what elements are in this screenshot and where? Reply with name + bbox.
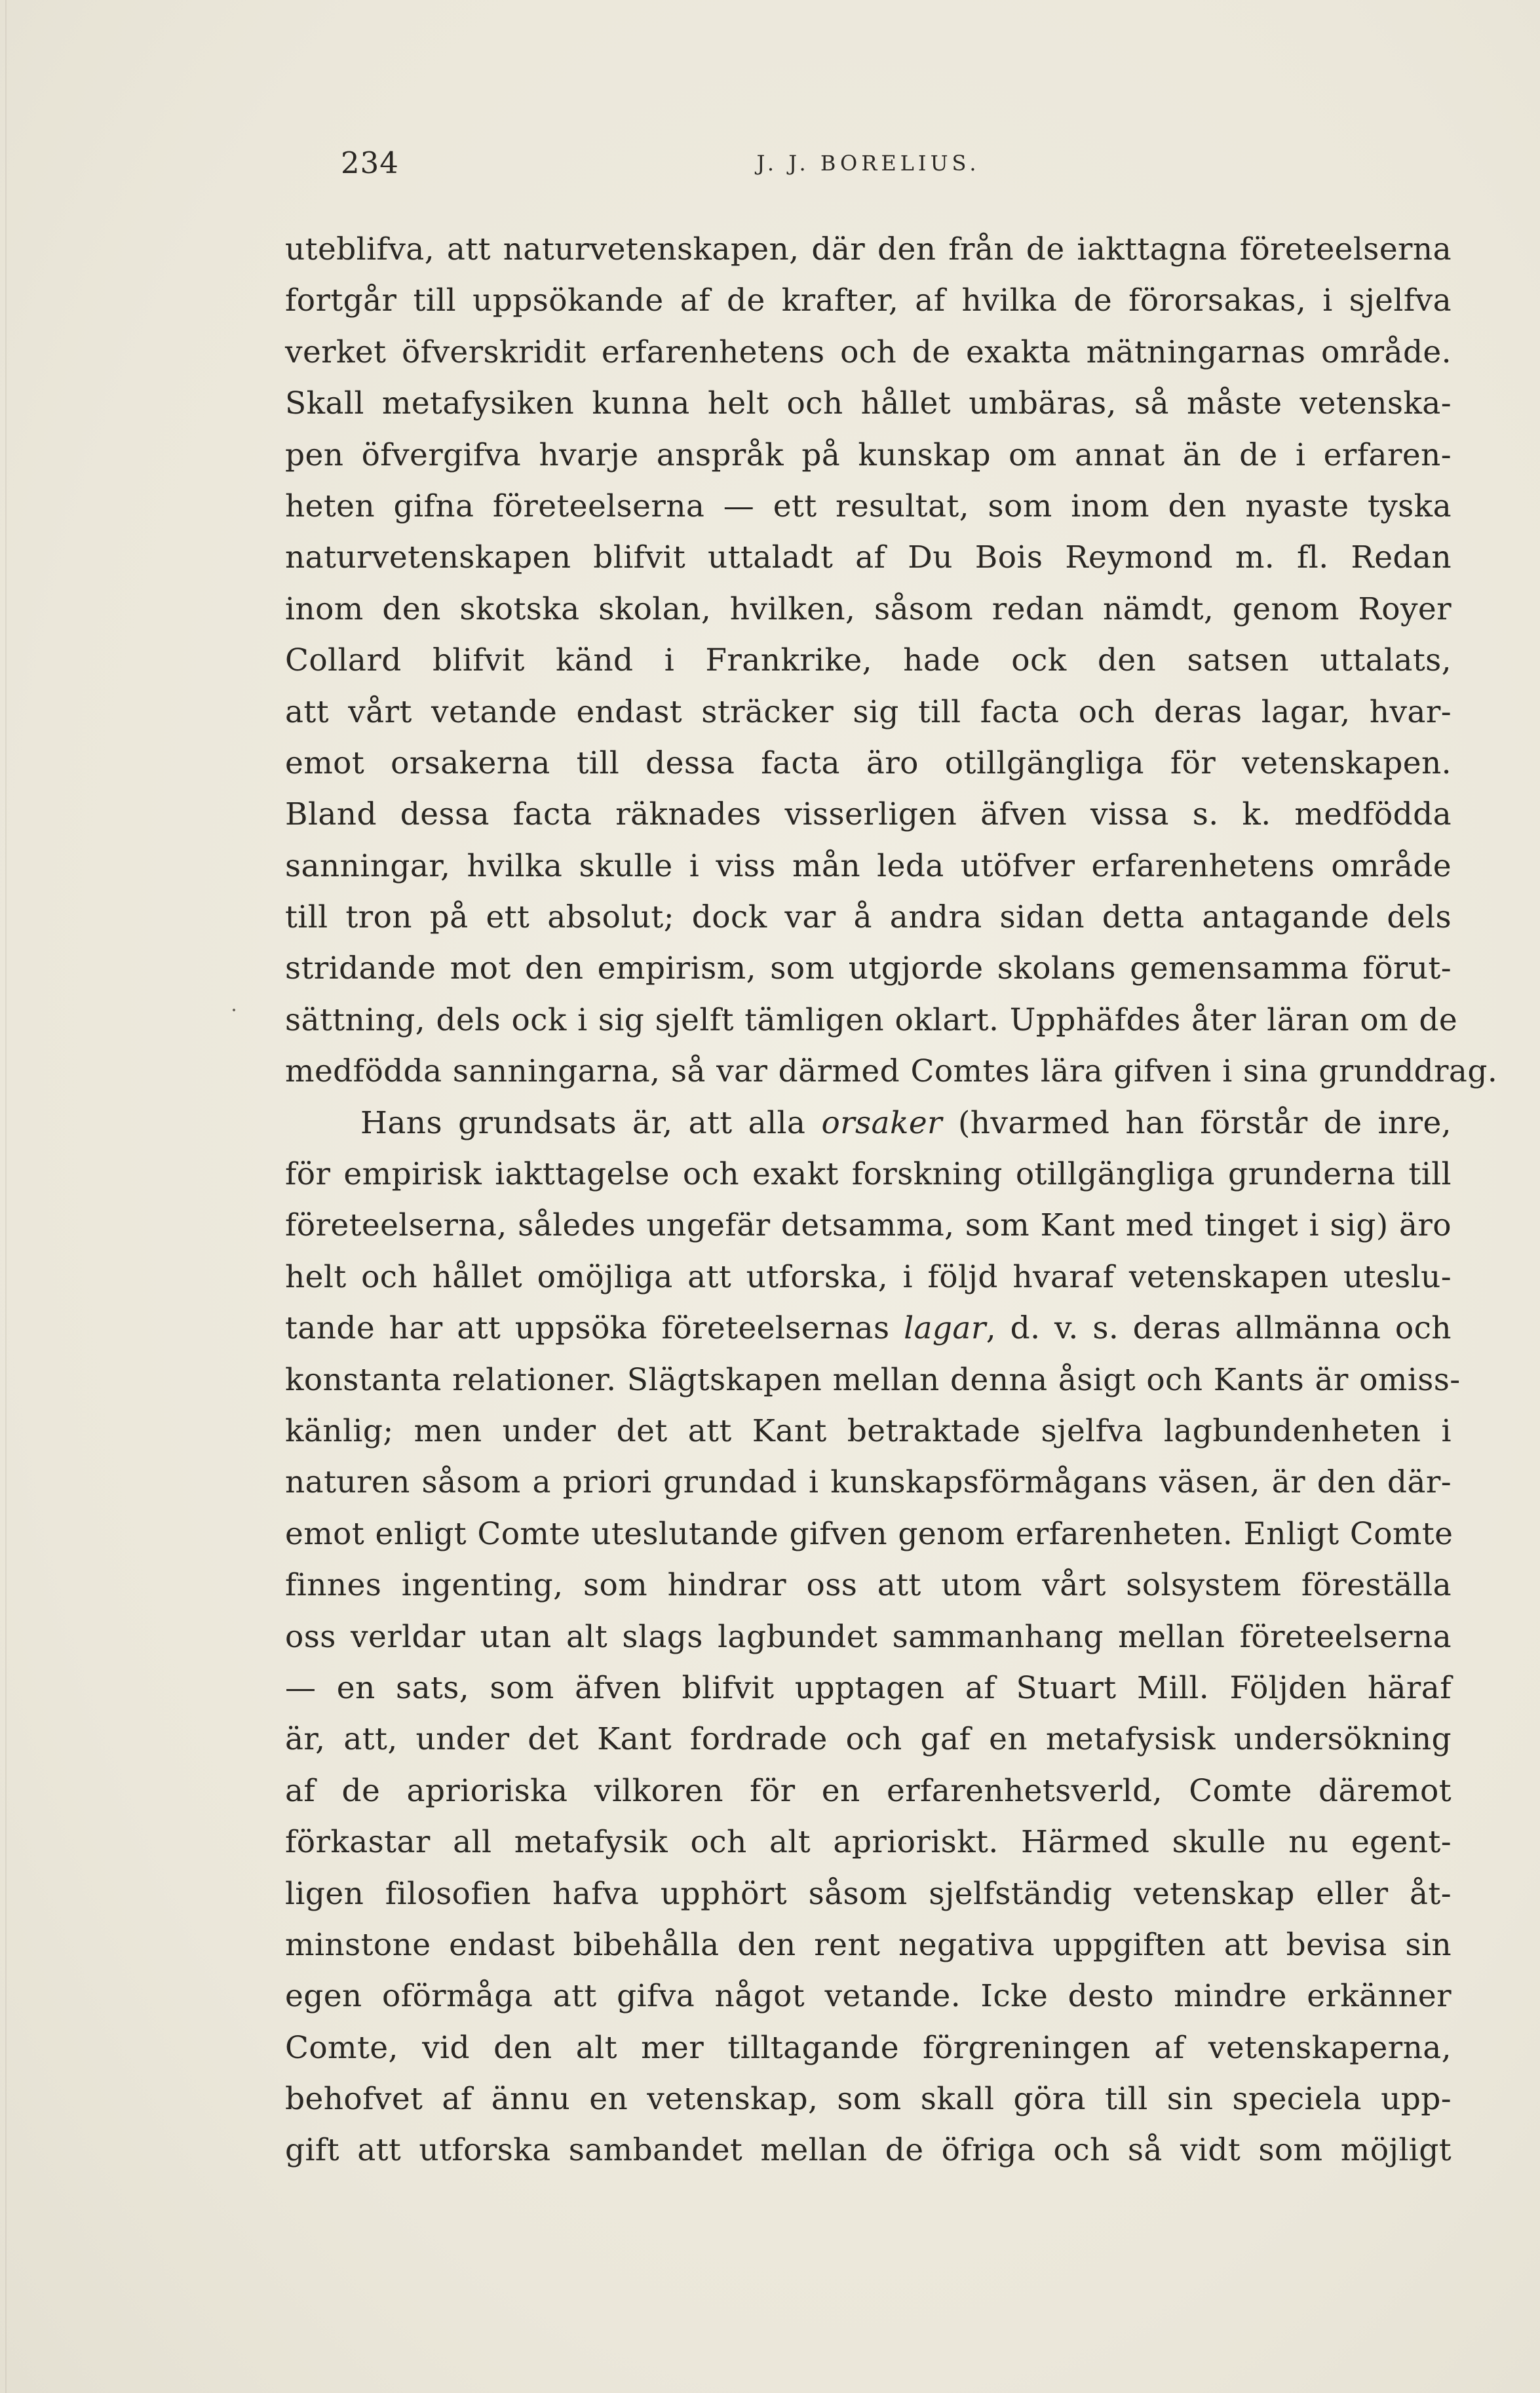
text-line: känlig; men under det att Kant betraktade sjelfva lagbundenheten i (285, 1412, 1452, 1449)
text-line: ligen filosofien hafva upphört såsom sjelfständig vetenskap eller åt- (285, 1875, 1452, 1912)
text-line: af de aprioriska vilkoren för en erfarenhetsverld, Comte däremot (285, 1772, 1452, 1809)
italic-term-lagar: lagar (904, 1310, 986, 1347)
text-line: helt och hållet omöjliga att utforska, i följd hvaraf vetenskapen uteslu- (285, 1258, 1452, 1295)
text-line: att vårt vetande endast sträcker sig till facta och deras lagar, hvar- (285, 693, 1452, 730)
text-line: är, att, under det Kant fordrade och gaf en metafysisk undersökning (285, 1721, 1452, 1758)
text-segment: (hvarmed han förstår de inre, (957, 1104, 1452, 1141)
text-line: Bland dessa facta räknades visserligen äfven vissa s. k. medfödda (285, 796, 1452, 833)
text-line: stridande mot den empirism, som utgjorde skolans gemensamma förut- (285, 950, 1452, 987)
running-head: J. J. BORELIUS. (756, 151, 980, 176)
text-line: Collard blifvit känd i Frankrike, hade ock den satsen uttalats, (285, 642, 1452, 679)
text-line: förkastar all metafysik och alt aprioriskt. Härmed skulle nu egent- (285, 1824, 1452, 1861)
text-line: egen oförmåga att gifva något vetande. Icke desto mindre erkänner (285, 1978, 1452, 2015)
text-line: Skall metafysiken kunna helt och hållet umbäras, så måste vetenska- (285, 385, 1452, 422)
text-line: verket öfverskridit erfarenhetens och de exakta mätningarnas område. (285, 334, 1452, 370)
text-line: för empirisk iakttagelse och exakt forskning otillgängliga grunderna till (285, 1156, 1452, 1193)
text-line: sättning, dels ock i sig sjelft tämligen oklart. Upphäfdes åter läran om de (285, 1002, 1458, 1038)
text-line: inom den skotska skolan, hvilken, såsom redan nämdt, genom Royer (285, 591, 1452, 627)
text-line: gift att utforska sambandet mellan de öfriga och så vidt som möjligt (285, 2132, 1452, 2169)
text-line: heten gifna företeelserna — ett resultat, som inom den nyaste tyska (285, 488, 1452, 524)
text-line: fortgår till uppsökande af de krafter, af hvilka de förorsakas, i sjelfva (285, 282, 1452, 319)
text-line: till tron på ett absolut; dock var å andra sidan detta antagande dels (285, 899, 1452, 936)
text-line: pen öfvergifva hvarje anspråk på kunskap om annat än de i erfaren- (285, 437, 1452, 473)
page-header (285, 146, 1452, 185)
text-line: naturen såsom a priori grundad i kunskapsförmågans väsen, är den där- (285, 1464, 1452, 1501)
page-edge-shadow (5, 0, 7, 2393)
text-line: emot enligt Comte uteslutande gifven genom erfarenheten. Enligt Comte (285, 1515, 1453, 1552)
text-line: emot orsakerna till dessa facta äro otillgängliga för vetenskapen. (285, 745, 1452, 781)
text-line: finnes ingenting, som hindrar oss att utom vårt solsystem föreställa (285, 1567, 1452, 1604)
text-line: oss verldar utan alt slags lagbundet sammanhang mellan företeelserna (285, 1618, 1452, 1655)
margin-mark: ˙ (228, 1006, 240, 1033)
text-line: naturvetenskapen blifvit uttaladt af Du Bois Reymond m. fl. Redan (285, 539, 1452, 576)
page-number: 234 (341, 146, 399, 180)
italic-term-orsaker: orsaker (821, 1104, 942, 1141)
body-text (285, 224, 1498, 2177)
text-line: minstone endast bibehålla den rent negativa uppgiften att bevisa sin (285, 1926, 1452, 1963)
text-segment: , d. v. s. deras allmänna och (986, 1310, 1452, 1347)
paragraph-start-line (285, 1098, 1452, 1149)
text-line: — en sats, som äfven blifvit upptagen af Stuart Mill. Följden häraf (285, 1669, 1452, 1706)
text-line (285, 1303, 1452, 1354)
text-line: företeelserna, således ungefär detsamma, som Kant med tinget i sig) äro (285, 1207, 1452, 1244)
text-line: behofvet af ännu en vetenskap, som skall göra till sin speciela upp- (285, 2081, 1452, 2118)
text-line: konstanta relationer. Slägtskapen mellan denna åsigt och Kants är omiss- (285, 1361, 1461, 1398)
text-segment: Hans grundsats är, att alla (360, 1104, 806, 1141)
text-line: Comte, vid den alt mer tilltagande förgreningen af vetenskaperna, (285, 2029, 1452, 2066)
text-segment: tande har att uppsöka företeelsernas (285, 1310, 890, 1347)
text-line: medfödda sanningarna, så var därmed Comtes lära gifven i sina grunddrag. (285, 1053, 1498, 1090)
text-line: uteblifva, att naturvetenskapen, där den från de iakttagna företeelserna (285, 231, 1452, 267)
text-line: sanningar, hvilka skulle i viss mån leda utöfver erfarenhetens område (285, 847, 1452, 884)
